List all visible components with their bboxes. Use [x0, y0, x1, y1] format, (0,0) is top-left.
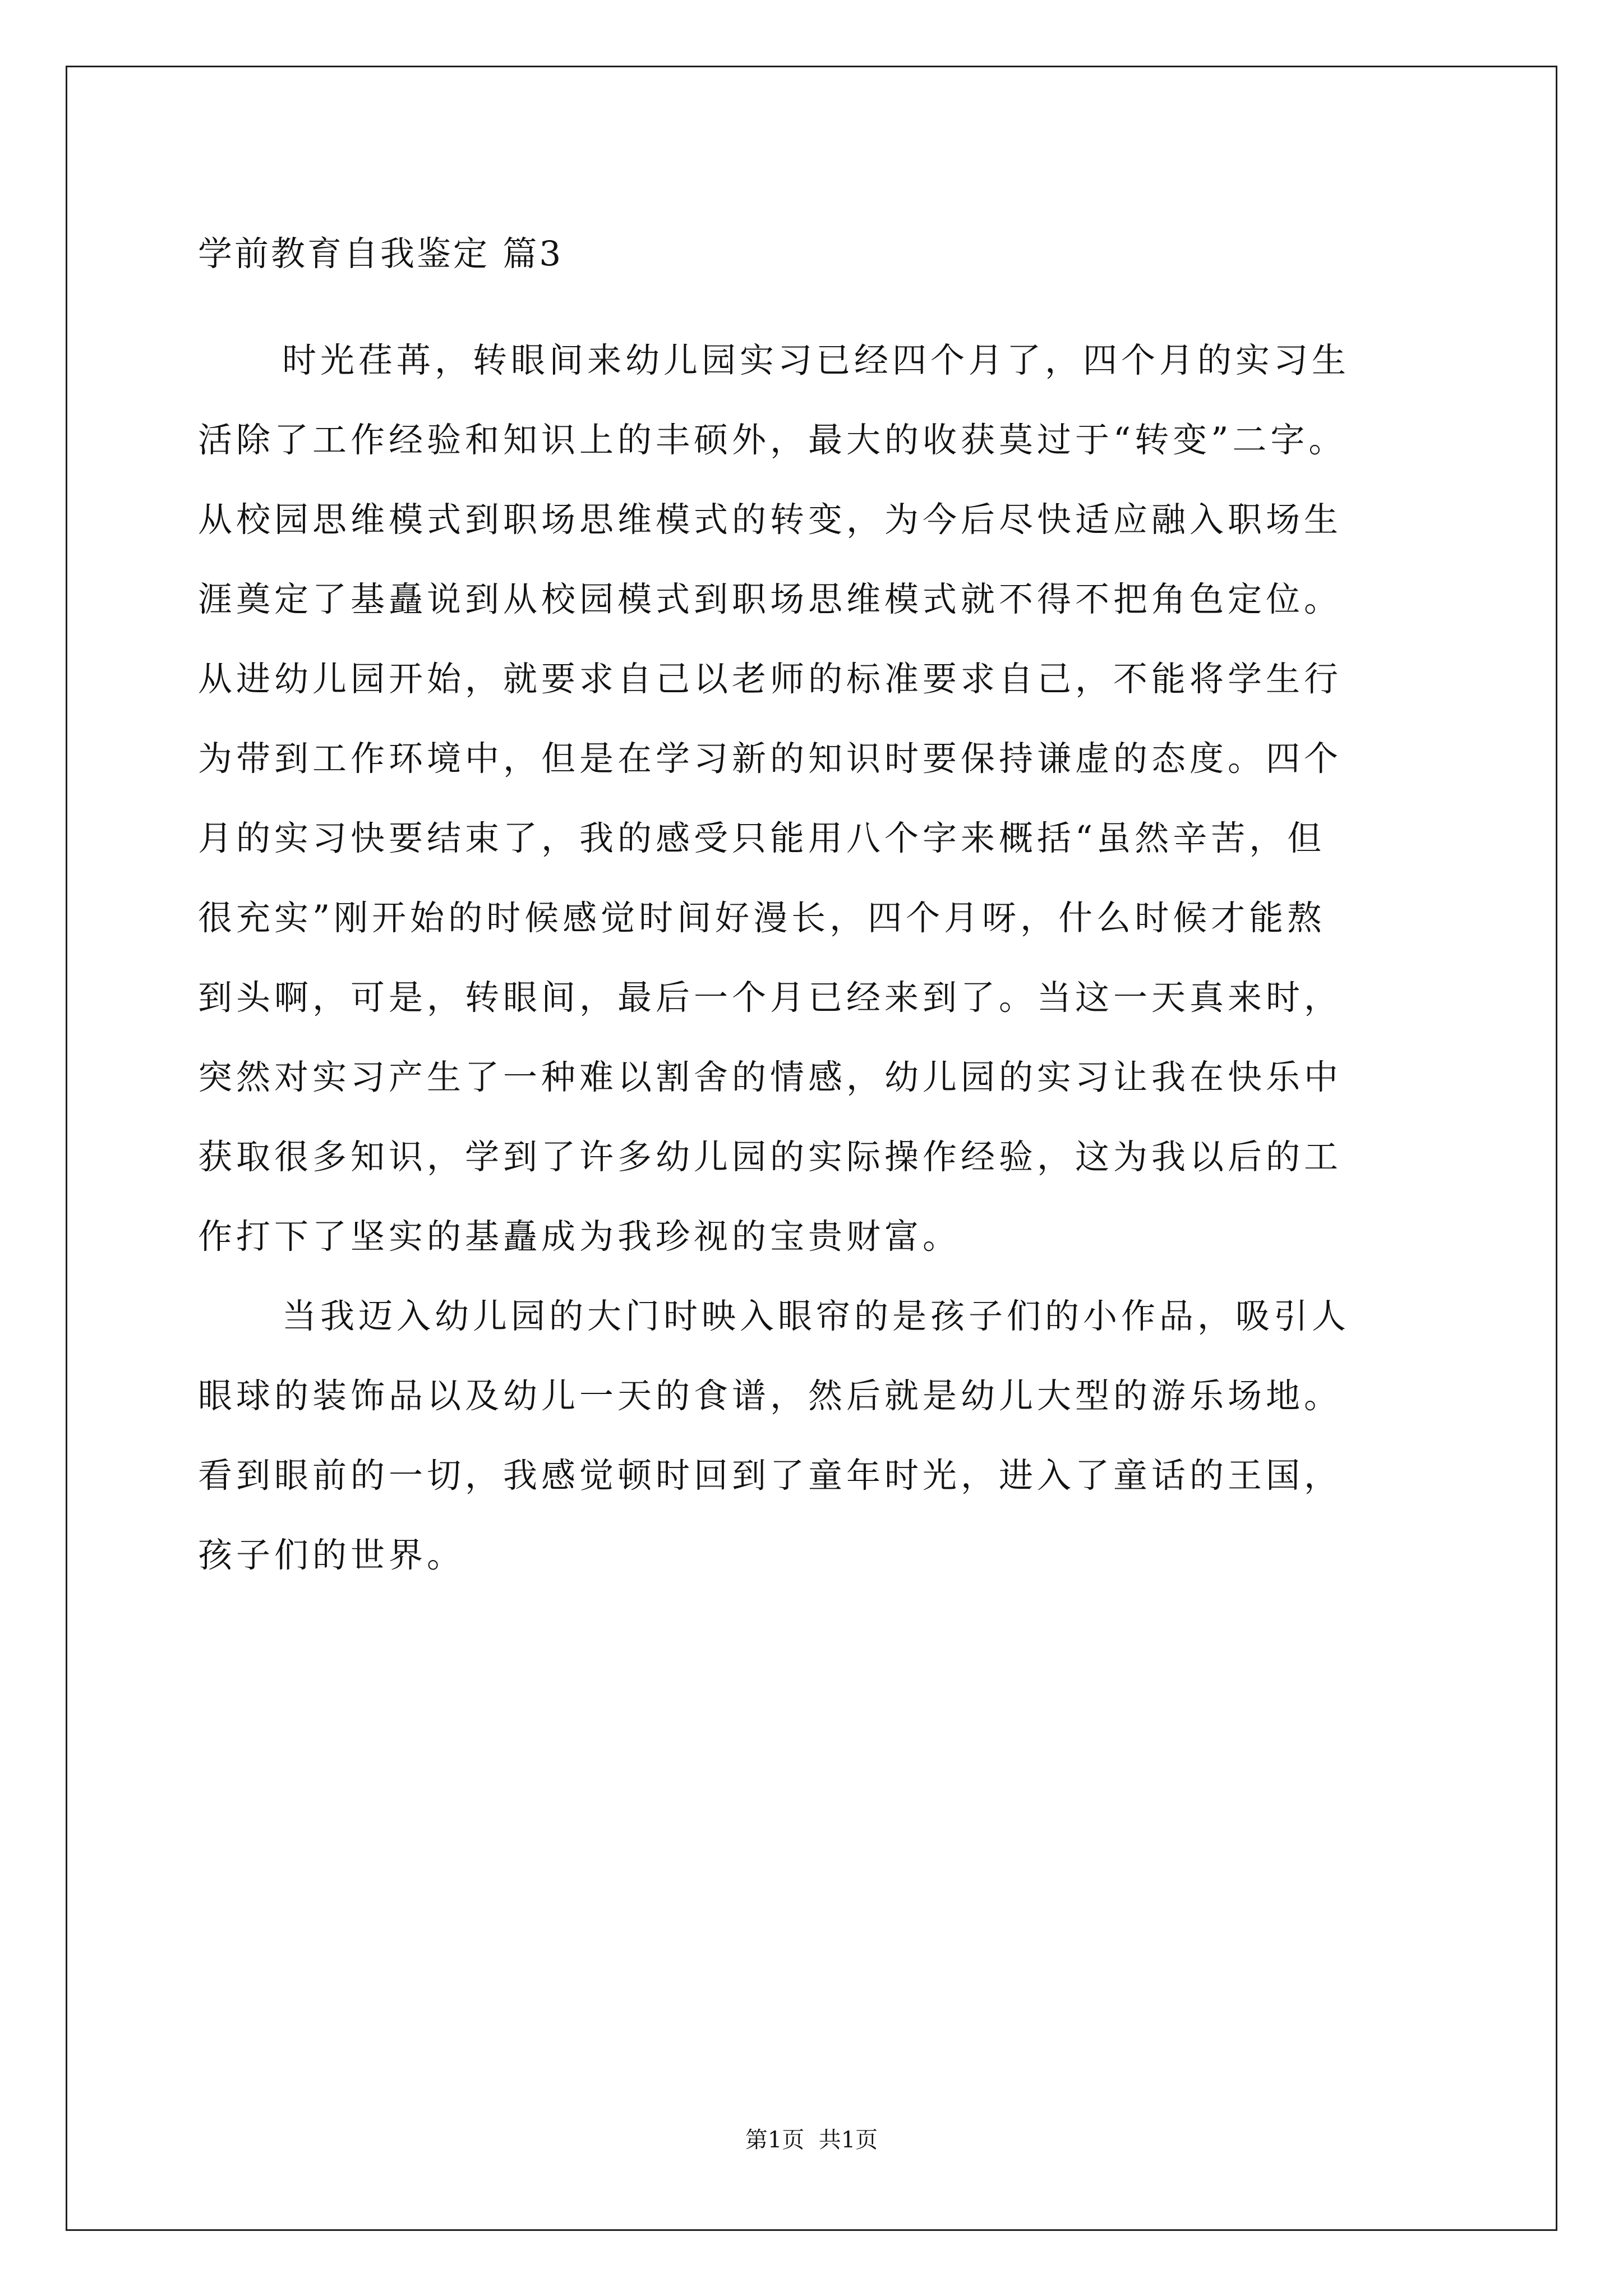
text-line: 作打下了坚实的基矗成为我珍视的宝贵财富。	[198, 1217, 961, 1257]
text-line: 孩子们的世界。	[198, 1535, 465, 1575]
text-line: 眼球的装饰品以及幼儿一天的食谱，然后就是幼儿大型的游乐场地。	[198, 1376, 1343, 1416]
text-line: 突然对实习产生了一种难以割舍的情感，幼儿园的实习让我在快乐中	[198, 1057, 1343, 1097]
paragraph-1	[198, 321, 1432, 1277]
text-line: 为带到工作环境中，但是在学习新的知识时要保持谦虚的态度。四个	[198, 739, 1343, 779]
text-line: 涯奠定了基矗说到从校园模式到职场思维模式就不得不把角色定位。	[198, 579, 1343, 619]
page-footer: 第1页 共1页	[745, 2127, 878, 2153]
text-line: 很充实”刚开始的时候感觉时间好漫长，四个月呀，什么时候才能熬	[198, 898, 1326, 938]
text-line: 到头啊，可是，转眼间，最后一个月已经来到了。当这一天真来时，	[198, 978, 1343, 1018]
text-line: 从进幼儿园开始，就要求自己以老师的标准要求自己，不能将学生行	[198, 659, 1343, 699]
paragraph-2	[198, 1277, 1432, 1595]
text-line: 获取很多知识，学到了许多幼儿园的实际操作经验，这为我以后的工	[198, 1137, 1343, 1177]
document-title: 学前教育自我鉴定 篇3	[198, 234, 564, 274]
text-line: 活除了工作经验和知识上的丰硕外，最大的收获莫过于“转变”二字。	[198, 420, 1347, 460]
document-body	[198, 321, 1432, 1595]
text-line: 月的实习快要结束了，我的感受只能用八个字来概括“虽然辛苦，但	[198, 818, 1326, 858]
text-line: 从校园思维模式到职场思维模式的转变，为今后尽快适应融入职场生	[198, 500, 1343, 540]
text-line: 时光荏苒，转眼间来幼儿园实习已经四个月了，四个月的实习生	[282, 341, 1350, 380]
text-line: 当我迈入幼儿园的大门时映入眼帘的是孩子们的小作品，吸引人	[282, 1296, 1350, 1336]
text-line: 看到眼前的一切，我感觉顿时回到了童年时光，进入了童话的王国，	[198, 1456, 1343, 1496]
